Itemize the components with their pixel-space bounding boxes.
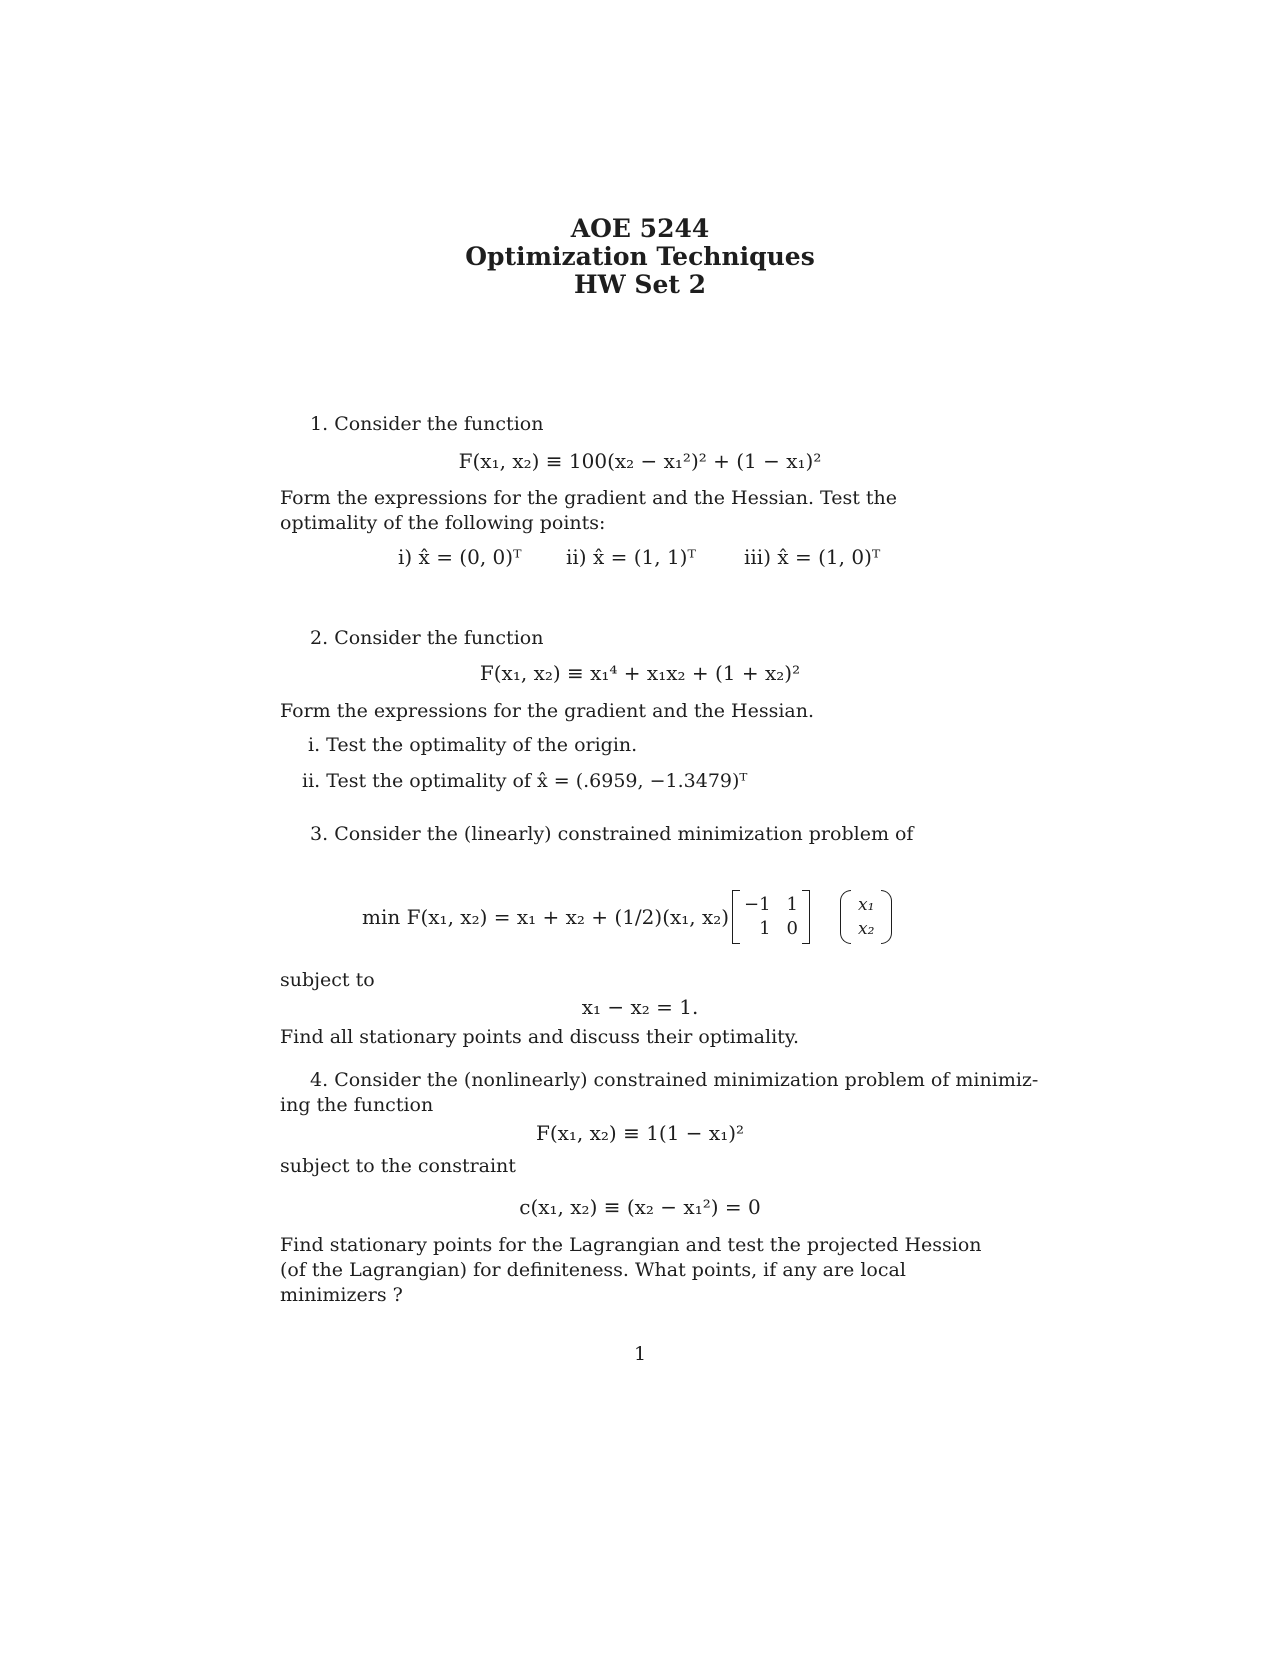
matrix-cell: 1 bbox=[786, 894, 798, 915]
problem-1-instruction: Form the expressions for the gradient and the Hessian. Test the optimality of the following points: bbox=[280, 487, 898, 534]
homework-set: HW Set 2 bbox=[573, 270, 706, 299]
course-code: AOE 5244 bbox=[570, 214, 710, 243]
problem-4-intro-continued: ing the function bbox=[280, 1094, 434, 1116]
problem-4-equation: F(x₁, x₂) ≡ 1(1 − x₁)² bbox=[535, 1121, 745, 1145]
problem-2-equation: F(x₁, x₂) ≡ x₁⁴ + x₁x₂ + (1 + x₂)² bbox=[479, 661, 801, 685]
paren-left bbox=[840, 890, 851, 944]
problem-2-subitem-i bbox=[308, 733, 637, 758]
matrix-cell: 1 bbox=[759, 918, 771, 939]
problem-2-instruction: Form the expressions for the gradient and the Hessian. bbox=[280, 700, 815, 722]
problem-2-subitem-ii bbox=[302, 769, 747, 794]
problem-1-point-iii: iii) x̂ = (1, 0)ᵀ bbox=[744, 545, 881, 569]
problem-3-instruction: Find all stationary points and discuss their optimality. bbox=[280, 1026, 800, 1048]
vector-cell: x₁ bbox=[858, 895, 875, 915]
bracket-left bbox=[732, 890, 740, 944]
problem-2-intro: Consider the function bbox=[334, 627, 544, 649]
problem-3-subject-to: subject to bbox=[280, 969, 375, 991]
matrix-cell: 0 bbox=[786, 918, 798, 939]
problem-3-vector bbox=[840, 894, 892, 940]
problem-3-objective: min F(x₁, x₂) = x₁ + x₂ + (1/2)(x₁, x₂) bbox=[362, 905, 730, 929]
problem-1-point-i: i) x̂ = (0, 0)ᵀ bbox=[398, 545, 522, 569]
subitem-text: Test the optimality of x̂ = (.6959, −1.3479)ᵀ bbox=[326, 770, 748, 792]
vector-cell: x₂ bbox=[858, 919, 875, 939]
problem-4-heading bbox=[310, 1068, 1038, 1093]
problem-1-equation: F(x₁, x₂) ≡ 100(x₂ − x₁²)² + (1 − x₁)² bbox=[458, 449, 822, 473]
problem-4-number: 4. bbox=[310, 1069, 329, 1091]
problem-1-point-ii: ii) x̂ = (1, 1)ᵀ bbox=[566, 545, 696, 569]
problem-4-instruction: Find stationary points for the Lagrangian and test the projected Hession (of the Lagrangian) for definiteness. What points, if any are local minimizers ? bbox=[280, 1234, 982, 1306]
paren-right bbox=[881, 890, 892, 944]
problem-3-constraint: x₁ − x₂ = 1. bbox=[581, 995, 699, 1019]
problem-3-heading bbox=[310, 822, 913, 847]
problem-4-constraint: c(x₁, x₂) ≡ (x₂ − x₁²) = 0 bbox=[519, 1195, 761, 1219]
subitem-text: Test the optimality of the origin. bbox=[326, 734, 638, 756]
problem-1-number: 1. bbox=[310, 413, 329, 435]
subitem-label: ii. bbox=[302, 770, 321, 792]
page-number: 1 bbox=[633, 1343, 647, 1365]
problem-3-intro: Consider the (linearly) constrained minimization problem of bbox=[334, 823, 914, 845]
problem-3-number: 3. bbox=[310, 823, 329, 845]
problem-2-number: 2. bbox=[310, 627, 329, 649]
problem-4-intro: Consider the (nonlinearly) constrained minimization problem of minimiz- bbox=[334, 1069, 1039, 1091]
problem-1-intro: Consider the function bbox=[334, 413, 544, 435]
course-title: Optimization Techniques bbox=[465, 242, 815, 271]
bracket-right bbox=[802, 890, 810, 944]
problem-1-heading bbox=[310, 412, 543, 437]
subitem-label: i. bbox=[308, 734, 321, 756]
problem-2-heading bbox=[310, 626, 543, 651]
matrix-cell: −1 bbox=[744, 894, 771, 915]
problem-3-matrix bbox=[732, 894, 810, 940]
problem-4-subject-to: subject to the constraint bbox=[280, 1155, 516, 1177]
